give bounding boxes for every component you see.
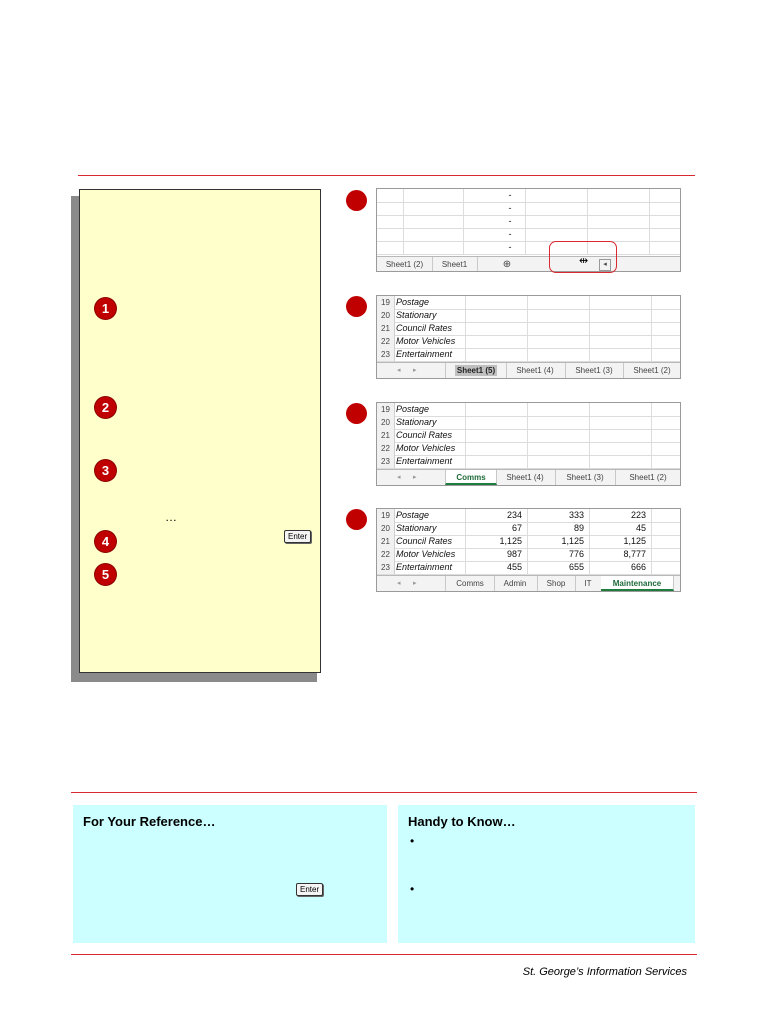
sheet-tab[interactable]: Sheet1 (2): [629, 473, 667, 482]
bottom-divider: [71, 954, 697, 955]
row-number: 20: [377, 416, 395, 429]
cell-dash: -: [508, 203, 512, 213]
nav-right-icon[interactable]: ▸: [413, 367, 417, 374]
sheet-tab[interactable]: Comms: [445, 470, 497, 485]
excel-snippet-2: [376, 295, 681, 379]
screenshot-1-marker: [346, 190, 367, 211]
cell-value: 776: [568, 549, 584, 559]
highlight-box: [549, 241, 617, 273]
footer-text: St. George’s Information Services: [522, 966, 687, 978]
excel-snippet-4: [376, 508, 681, 592]
row-label: Stationary: [396, 523, 437, 533]
sheet-tab[interactable]: Admin: [493, 576, 538, 591]
sheet-tab[interactable]: Sheet1 (3): [555, 470, 616, 485]
cell-value: 89: [573, 523, 584, 533]
step-5-marker: 5: [95, 564, 116, 585]
enter-key-icon: Enter: [284, 530, 311, 543]
sheet-tab[interactable]: Sheet1 (2): [377, 257, 433, 272]
cell-value: 455: [506, 562, 522, 572]
step-4-marker: 4: [95, 531, 116, 552]
cell-value: 223: [630, 510, 646, 520]
cell-dash: -: [508, 229, 512, 239]
row-number: 19: [377, 509, 395, 522]
enter-key-icon: Enter: [296, 883, 323, 896]
screenshot-3-marker: [346, 403, 367, 424]
row-label: Motor Vehicles: [396, 443, 456, 453]
sheet-tab[interactable]: Sheet1 (3): [565, 363, 624, 378]
handy-box: [398, 805, 695, 943]
step-2-marker: 2: [95, 397, 116, 418]
cell-value: 1,125: [499, 536, 522, 546]
nav-left-icon[interactable]: ◂: [397, 474, 401, 481]
sheet-tab[interactable]: Maintenance: [601, 576, 674, 591]
handy-title: Handy to Know…: [408, 814, 516, 829]
nav-left-icon[interactable]: ◂: [397, 580, 401, 587]
row-label: Motor Vehicles: [396, 549, 456, 559]
row-number: 23: [377, 561, 395, 574]
sheet-tab[interactable]: Sheet1 (4): [495, 470, 556, 485]
row-label: Motor Vehicles: [396, 336, 456, 346]
row-number: 22: [377, 442, 395, 455]
row-label: Stationary: [396, 310, 437, 320]
handy-bullet: •: [410, 882, 415, 896]
cell-value: 45: [635, 523, 646, 533]
row-number: 21: [377, 322, 395, 335]
row-number: 21: [377, 535, 395, 548]
sheet-tab[interactable]: Sheet1: [432, 257, 478, 272]
screenshot-4-marker: [346, 509, 367, 530]
nav-right-icon[interactable]: ▸: [413, 474, 417, 481]
row-label: Postage: [396, 510, 430, 520]
nav-left-icon[interactable]: ◂: [397, 367, 401, 374]
screenshot-2-marker: [346, 296, 367, 317]
cell-value: 333: [568, 510, 584, 520]
sheet-tab[interactable]: Comms: [445, 576, 495, 591]
cell-value: 234: [506, 510, 522, 520]
cell-value: 666: [630, 562, 646, 572]
row-label: Entertainment: [396, 456, 453, 466]
row-label: Entertainment: [396, 562, 453, 572]
excel-snippet-3: [376, 402, 681, 486]
cell-value: 987: [506, 549, 522, 559]
scroll-left-icon[interactable]: ◂: [599, 259, 611, 271]
sheet-tab[interactable]: IT: [575, 576, 602, 591]
row-number: 23: [377, 455, 395, 468]
row-label: Council Rates: [396, 536, 453, 546]
row-label: Stationary: [396, 417, 437, 427]
instructions-panel: [79, 189, 321, 673]
handy-bullet: •: [410, 834, 415, 848]
cell-value: 1,125: [561, 536, 584, 546]
row-label: Entertainment: [396, 349, 453, 359]
sheet-tab-label: Sheet1 (5): [456, 366, 496, 375]
cell-value: 655: [568, 562, 584, 572]
cell-value: 8,777: [623, 549, 646, 559]
row-number: 22: [377, 548, 395, 561]
sheet-tab[interactable]: Shop: [537, 576, 576, 591]
step-1-marker: 1: [95, 298, 116, 319]
row-number: 23: [377, 348, 395, 361]
row-label: Postage: [396, 297, 430, 307]
row-number: 19: [377, 403, 395, 416]
split-handle-icon[interactable]: ⇹: [579, 255, 589, 267]
sheet-tab[interactable]: Sheet1 (4): [505, 363, 566, 378]
sheet-tab[interactable]: [445, 363, 507, 378]
add-sheet-icon[interactable]: ⊕: [502, 259, 512, 270]
row-label: Council Rates: [396, 430, 453, 440]
reference-title: For Your Reference…: [83, 814, 216, 829]
top-divider: [78, 175, 695, 176]
reference-box: [73, 805, 387, 943]
cell-value: 67: [511, 523, 522, 533]
row-number: 19: [377, 296, 395, 309]
middle-divider: [71, 792, 697, 793]
row-number: 20: [377, 522, 395, 535]
row-number: 22: [377, 335, 395, 348]
cell-dash: -: [508, 190, 512, 200]
step-3-marker: 3: [95, 460, 116, 481]
excel-snippet-1: [376, 188, 681, 272]
sheet-tab[interactable]: Sheet1 (2): [633, 366, 671, 375]
row-number: 20: [377, 309, 395, 322]
nav-right-icon[interactable]: ▸: [413, 580, 417, 587]
cell-dash: -: [508, 242, 512, 252]
cell-dash: -: [508, 216, 512, 226]
row-label: Council Rates: [396, 323, 453, 333]
row-number: 21: [377, 429, 395, 442]
ellipsis-text: …: [165, 510, 177, 524]
row-label: Postage: [396, 404, 430, 414]
cell-value: 1,125: [623, 536, 646, 546]
